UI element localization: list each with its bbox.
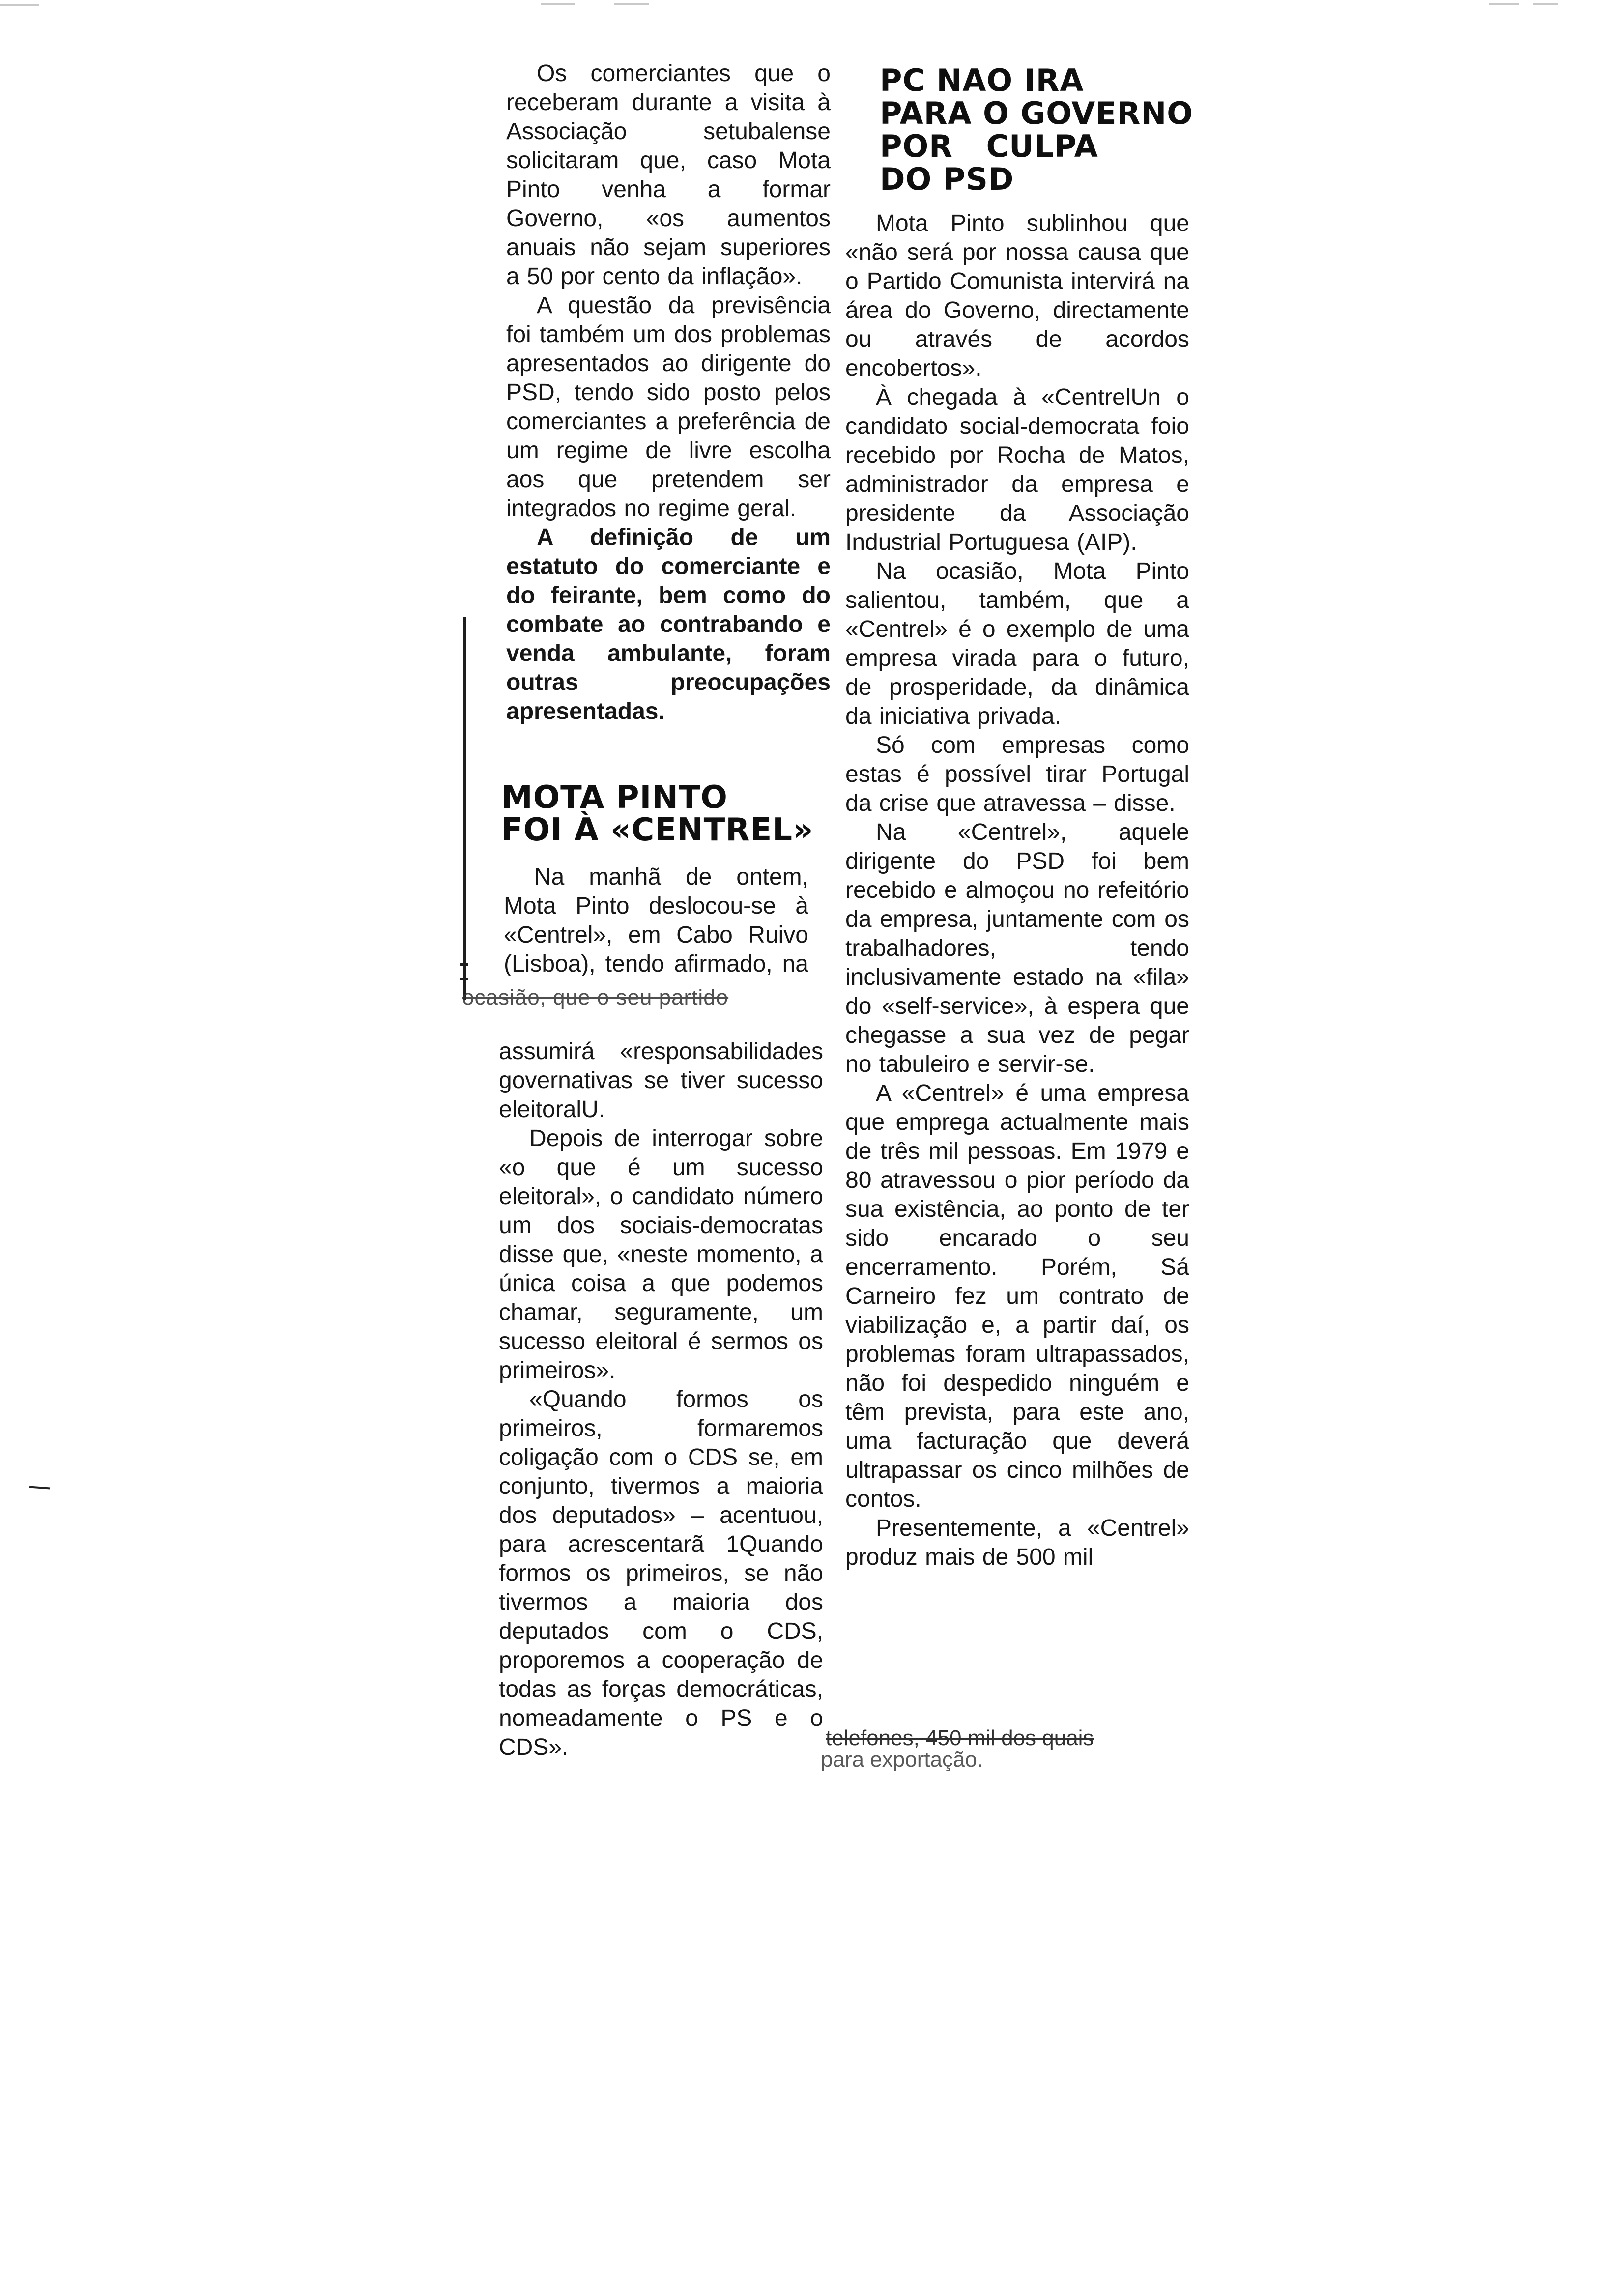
headline-line: FOI À «CENTREL» [501,812,814,848]
smudged-tail [806,1727,1160,1771]
headline-line: DO PSD [880,161,1014,197]
paragraph: «Quando formos os primeiros, formaremos coligação com o CDS se, em conjunto, tivermos a maioria dos deputados» – acentuou, para acrescentarã 1Quando formos os primeiros, se não tivermos a maioria dos deputados com o CDS, proporemos a cooperação de todas as forças democráticas, nomeadamente o PS e o CDS». [499,1386,823,1760]
smudged-text: para exportação. [821,1748,983,1772]
headline-line: PC NAO IRA [880,62,1084,98]
scan-edge-mark [1533,3,1558,5]
headline-mota-pinto [501,781,845,846]
margin-rule-tick [460,963,468,966]
margin-rule-tick [460,978,468,980]
scan-edge-mark [541,3,575,5]
mota-pinto-lead [504,862,808,978]
paragraph: Na ocasião, Mota Pinto salientou, também, que a «Centrel» é o exemplo de uma empresa virada para o futuro, de prosperidade, da dinâmica da iniciativa privada. [845,558,1189,729]
margin-vertical-rule [463,617,466,1000]
paragraph: assumirá «responsabilidades governativas se tiver sucesso eleitoralU. [499,1038,823,1122]
headline-line: PARA O GOVERNO [880,95,1193,131]
paragraph: À chegada à «CentrelUn o candidato social-democrata foio recebido por Rocha de Matos, administrador da empresa e presidente da Associação Industrial Portuguesa (AIP). [845,384,1189,555]
paragraph: A questão da previsência foi também um dos problemas apresentados ao dirigente do PSD, tendo sido posto pelos comerciantes a preferência de um regime de livre escolha aos que pretendem ser integrados no regime geral. [506,292,831,521]
paragraph: Na «Centrel», aquele dirigente do PSD foi bem recebido e almoçou no refeitório da empresa, juntamente com os trabalhadores, tendo inclusivamente estado na «fila» do «self-service», à espera que chegasse a sua vez de pegar no tabuleiro e servir-se. [845,819,1189,1077]
scan-edge-mark [614,3,649,5]
smudged-text-line [462,985,816,1009]
paragraph: Os comerciantes que o receberam durante a visita à Associação setubalense solicitaram que, caso Mota Pinto venha a formar Governo, «os aumentos anuais não sejam superiores a 50 por cento da inflação». [506,60,831,289]
left-column-top [506,59,831,726]
headline-line: MOTA PINTO [501,779,728,816]
paragraph: A «Centrel» é uma empresa que emprega actualmente mais de três mil pessoas. Em 1979 e 80 atravessou o pior período da sua existência, ao ponto de ter sido encarado o seu encerramento. Porém, Sá Carneiro fez um contrato de viabilização e, a partir daí, os problemas foram ultrapassados, não foi despedido ninguém e têm prevista, para este ano, uma facturação que deverá ultrapassar os cinco milhões de contos. [845,1080,1189,1512]
left-column-bottom [499,1037,823,1762]
headline-pc-nao-ira [880,64,1253,196]
scan-edge-mark [0,4,39,6]
paragraph: Na manhã de ontem, Mota Pinto deslocou-se à «Centrel», em Cabo Ruivo (Lisboa), tendo afirmado, na [504,864,808,977]
paragraph: Presentemente, a «Centrel» produz mais de 500 mil [845,1515,1189,1570]
paragraph: Mota Pinto sublinhou que «não será por nossa causa que o Partido Comunista intervirá na área do Governo, directamente ou através de acordos encobertos». [845,210,1189,381]
smudged-text: telefones, 450 mil dos quais [826,1726,1094,1750]
margin-dash-mark [29,1486,50,1490]
paragraph: Depois de interrogar sobre «o que é um sucesso eleitoral», o candidato número um dos sociais-democratas disse que, «neste momento, a única coisa a que podemos chamar, seguramente, um sucesso eleitoral é sermos os primeiros». [499,1125,823,1383]
right-column [845,209,1189,1572]
scan-edge-mark [1489,3,1519,5]
paragraph: A definição de um estatuto do comerciante e do feirante, bem como do combate ao contrabando e venda ambulante, foram outras preocupações apresentadas. [506,524,831,724]
smudged-text: ocasião, que o seu partido [462,985,729,1009]
headline-line: POR CULPA [880,128,1098,164]
paragraph: Só com empresas como estas é possível tirar Portugal da crise que atravessa – disse. [845,732,1189,816]
